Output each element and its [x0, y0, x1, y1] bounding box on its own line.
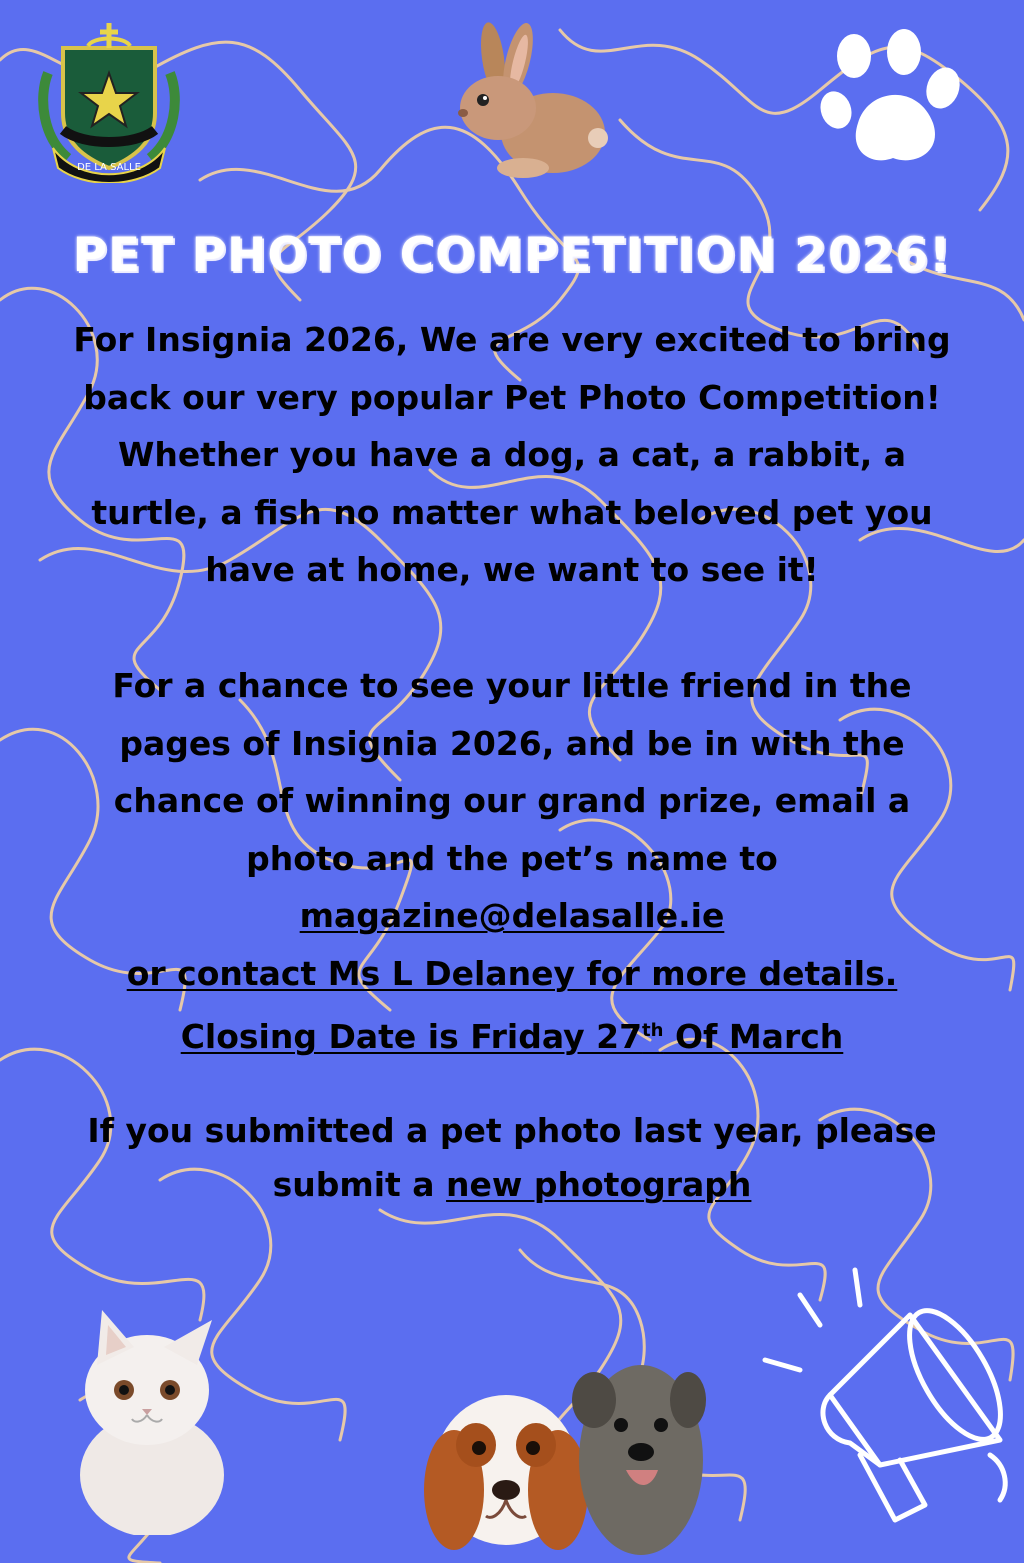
resubmit-paragraph: [40, 1104, 984, 1212]
entry-line: chance of winning our grand prize, email a: [113, 781, 911, 820]
intro-line: have at home, we want to see it!: [205, 550, 819, 589]
entry-paragraph: [40, 657, 984, 1066]
entry-line: photo and the pet’s name to: [246, 838, 778, 878]
megaphone-icon: [760, 1265, 1024, 1555]
cat-icon: [62, 1305, 232, 1535]
page-title: PET PHOTO COMPETITION 2026!: [72, 228, 952, 283]
intro-line: turtle, a fish no matter what beloved pet you: [91, 492, 933, 532]
rabbit-icon: [448, 18, 614, 183]
closing-date-suffix-ordinal: th: [642, 1020, 664, 1041]
closing-date: [181, 1017, 844, 1056]
entry-line: pages of Insignia 2026, and be in with the: [119, 723, 905, 763]
email-link[interactable]: magazine@delasalle.ie: [299, 896, 725, 935]
intro-line: For Insignia 2026, We are very excited to bring: [73, 320, 951, 359]
crest-banner-text: DE LA SALLE: [77, 162, 141, 173]
contact-line: or contact Ms L Delaney for more details.: [126, 953, 898, 993]
entry-line: For a chance to see your little friend in the: [112, 666, 912, 705]
school-crest-icon: [38, 18, 180, 183]
closing-date-month: Of March: [663, 1017, 844, 1056]
resubmit-prefix: submit a: [272, 1165, 447, 1204]
paw-print-icon: [818, 28, 964, 168]
closing-date-prefix: Closing Date is Friday 27: [180, 1017, 643, 1056]
intro-paragraph: [40, 311, 984, 599]
intro-line: back our very popular Pet Photo Competition!: [83, 377, 941, 417]
resubmit-line: If you submitted a pet photo last year, please: [87, 1111, 937, 1150]
new-photograph-text: new photograph: [446, 1165, 752, 1204]
intro-line: Whether you have a dog, a cat, a rabbit, a: [117, 435, 906, 474]
dog-icon: [416, 1340, 706, 1555]
